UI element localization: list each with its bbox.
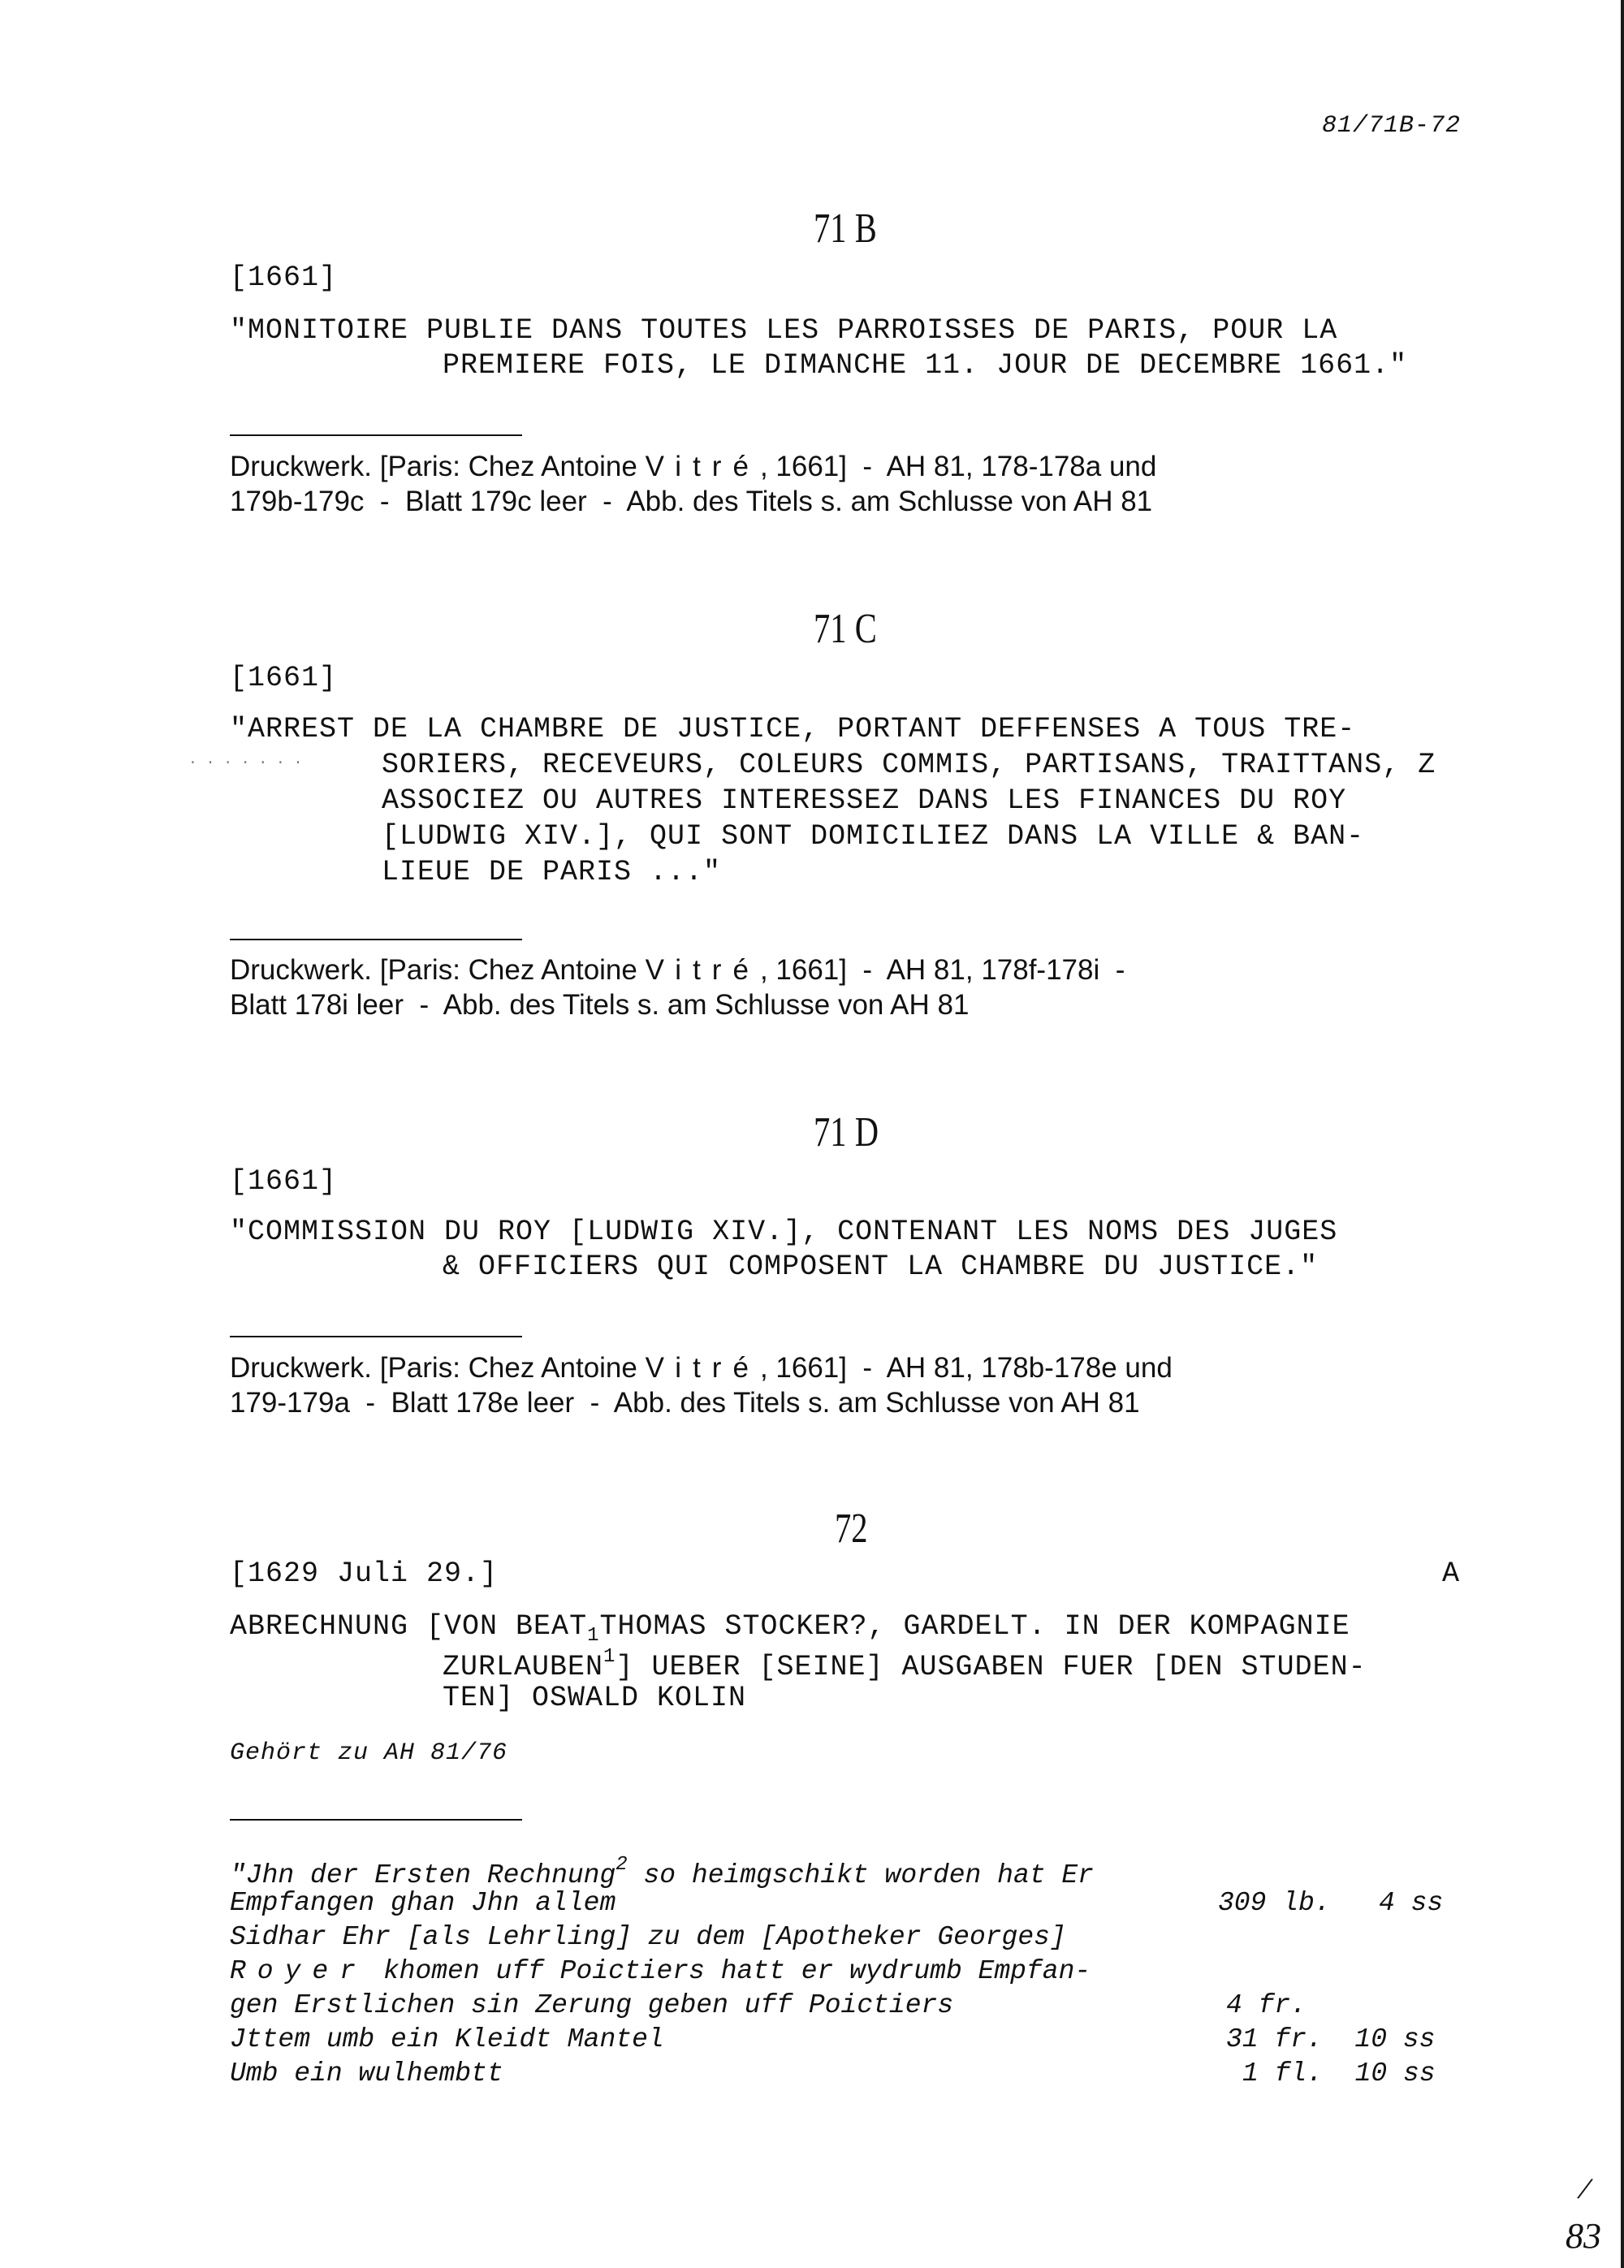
corner-page-number: 83	[1566, 2216, 1601, 2256]
account-line-5: gen Erstlichen sin Zerung geben uff Poictiers	[230, 1990, 954, 2020]
entry-title-72-line3: TEN] OSWALD KOLIN	[443, 1682, 747, 1714]
entry-number-72: 72	[835, 1506, 868, 1552]
account-line-4: Royer khomen uff Poictiers hatt er wydrumb Empfan-	[230, 1956, 1091, 1986]
check-mark: /	[1574, 2170, 1596, 2209]
entry-title-71c-line2: SORIERS, RECEVEURS, COLEURS COMMIS, PARTISANS, TRAITTANS, Z	[382, 749, 1436, 781]
entry-date-71b: [1661]	[230, 261, 338, 294]
entry-date-71c: [1661]	[230, 662, 338, 694]
account-line-6: Jttem umb ein Kleidt Mantel	[230, 2024, 664, 2054]
account-line-7: Umb ein wulhembtt	[230, 2058, 503, 2089]
separator-rule-71b	[230, 434, 522, 436]
account-line-3: Sidhar Ehr [als Lehrling] zu dem [Apotheker Georges]	[230, 1922, 1066, 1952]
account-amount-7: 1 fl. 10 ss	[1242, 2058, 1436, 2089]
entry-title-71b-line1: "MONITOIRE PUBLIE DANS TOUTES LES PARROISSES DE PARIS, POUR LA	[230, 314, 1338, 347]
entry-source-71c-line1: Druckwerk. [Paris: Chez Antoine Vitré, 1661] - AH 81, 178f-178i -	[230, 954, 1125, 986]
entry-title-71c-line4: [LUDWIG XIV.], QUI SONT DOMICILIEZ DANS LA VILLE & BAN-	[382, 820, 1365, 853]
entry-source-71b-line1: Druckwerk. [Paris: Chez Antoine Vitré, 1661] - AH 81, 178-178a und	[230, 451, 1157, 482]
account-amount-2: 309 lb. 4 ss	[1218, 1888, 1444, 1918]
entry-date-72: [1629 Juli 29.]	[230, 1557, 499, 1590]
entry-reference-72: Gehört zu AH 81/76	[230, 1739, 508, 1767]
entry-title-71c-line3: ASSOCIEZ OU AUTRES INTERESSEZ DANS LES FINANCES DU ROY	[382, 784, 1347, 817]
page-edge	[1621, 0, 1624, 2268]
entry-source-71d-line2: 179-179a - Blatt 178e leer - Abb. des Titels s. am Schlusse von AH 81	[230, 1387, 1140, 1419]
account-amount-5: 4 fr.	[1226, 1990, 1307, 2020]
entry-number-71c: 71 C	[814, 606, 877, 652]
entry-source-71d-line1: Druckwerk. [Paris: Chez Antoine Vitré, 1661] - AH 81, 178b-178e und	[230, 1352, 1173, 1384]
margin-smudge: · · · · · · ·	[188, 755, 303, 771]
account-line-1: "Jhn der Ersten Rechnung$^2$ so heimgschikt worden hat Er	[230, 1854, 1094, 1890]
entry-source-71b-line2: 179b-179c - Blatt 179c leer - Abb. des Titels s. am Schlusse von AH 81	[230, 486, 1153, 517]
entry-title-72-line1: ABRECHNUNG [VON $BEAT_1THOMAS$ STOCKER?, GARDELT. IN DER KOMPAGNIE	[230, 1610, 1350, 1647]
entry-number-71b: 71 B	[814, 205, 877, 252]
entry-title-71c-line1: "ARREST DE LA CHAMBRE DE JUSTICE, PORTANT DEFFENSES A TOUS TRE-	[230, 713, 1356, 745]
page-reference: 81/71B-72	[1322, 112, 1462, 140]
entry-date-71d: [1661]	[230, 1165, 338, 1198]
entry-title-72-line2: ZURLAUBEN$^1$] UEBER [SEINE] AUSGABEN FUER [DEN STUDEN-	[443, 1646, 1367, 1683]
separator-rule-72	[230, 1819, 522, 1821]
separator-rule-71d	[230, 1336, 522, 1337]
separator-rule-71c	[230, 939, 522, 940]
entry-title-71b-line2: PREMIERE FOIS, LE DIMANCHE 11. JOUR DE DECEMBRE 1661."	[443, 349, 1408, 382]
entry-title-71c-line5: LIEUE DE PARIS ..."	[382, 856, 722, 888]
account-amount-6: 31 fr. 10 ss	[1226, 2024, 1436, 2054]
entry-number-71d: 71 D	[814, 1109, 879, 1156]
entry-title-71d-line2: & OFFICIERS QUI COMPOSENT LA CHAMBRE DU JUSTICE."	[443, 1251, 1319, 1283]
entry-marker-72: A	[1442, 1557, 1461, 1590]
entry-source-71c-line2: Blatt 178i leer - Abb. des Titels s. am Schlusse von AH 81	[230, 989, 970, 1021]
account-line-2: Empfangen ghan Jhn allem	[230, 1888, 616, 1918]
entry-title-71d-line1: "COMMISSION DU ROY [LUDWIG XIV.], CONTENANT LES NOMS DES JUGES	[230, 1216, 1338, 1248]
